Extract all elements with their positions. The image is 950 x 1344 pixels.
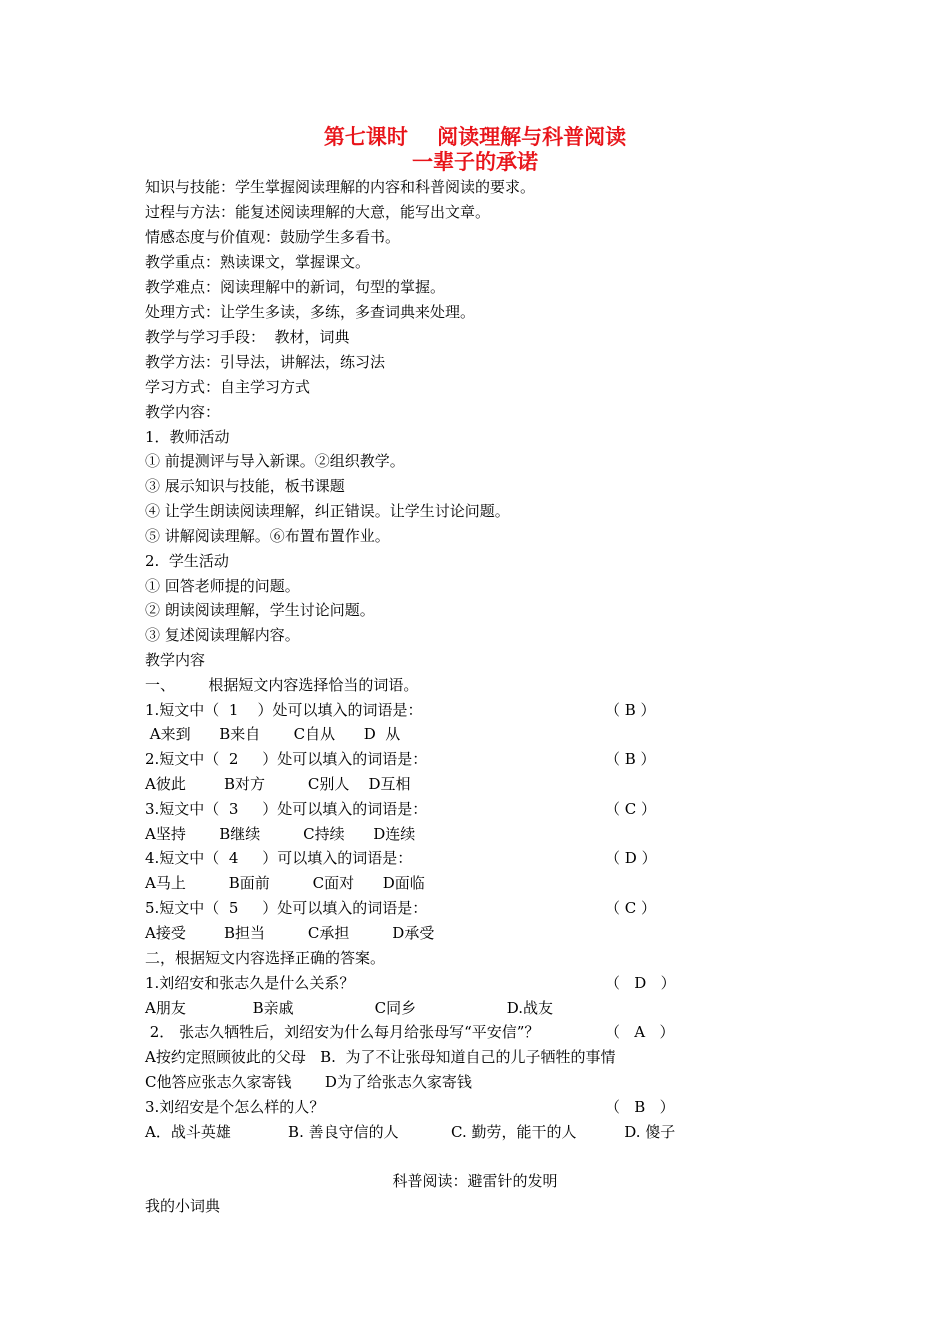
teacher-activity-heading: 1．教师活动 [145,428,230,446]
answer-mark: （ B ） [605,701,656,719]
teaching-methods: 教学方法：引导法，讲解法，练习法 [145,353,386,371]
question-options: A马上 B面前 C面对 D面临 [145,874,425,892]
science-reading-heading: 科普阅读：避雷针的发明 [392,1172,558,1190]
teacher-activity-item: ⑤ 讲解阅读理解。⑥布置布置作业。 [145,527,390,545]
answer-mark: （ D ） [605,849,657,867]
teaching-focus: 教学重点：熟读课文，掌握课文。 [145,253,371,271]
question-options: A朋友 B亲戚 C同乡 D.战友 [145,999,553,1017]
page-title: 第七课时 阅读理解与科普阅读 [323,124,627,149]
question-options: A彼此 B对方 C别人 D互相 [145,775,411,793]
answer-mark: （ D ） [605,974,676,992]
dictionary-heading: 我的小词典 [145,1197,221,1215]
question-text: 4.短文中（ 4 ）可以填入的词语是： [145,849,413,867]
answer-mark: （ A ） [605,1023,675,1041]
question-options: A按约定照顾彼此的父母 B. 为了不让张母知道自己的儿子牺牲的事情 [145,1048,616,1066]
teaching-difficulty: 教学难点：阅读理解中的新词，句型的掌握。 [145,278,446,296]
objective-attitude: 情感态度与价值观：鼓励学生多看书。 [145,228,401,246]
answer-mark: （ B ） [605,750,656,768]
student-activity-heading: 2. 学生活动 [145,552,229,570]
question-text: 1.短文中（ 1 ）处可以填入的词语是： [145,701,423,719]
objective-knowledge: 知识与技能：学生掌握阅读理解的内容和科普阅读的要求。 [145,178,536,196]
teacher-activity-item: ① 前提测评与导入新课。②组织教学。 [145,452,405,470]
objective-process: 过程与方法：能复述阅读理解的大意，能写出文章。 [145,203,491,221]
student-activity-item: ② 朗读阅读理解，学生讨论问题。 [145,601,375,619]
question-options: C他答应张志久家寄钱 D为了给张志久家寄钱 [145,1073,472,1091]
question-text: 2． 张志久牺牲后，刘绍安为什么每月给张母写“平安信”？ [145,1023,540,1041]
question-options: A．战斗英雄 B. 善良守信的人 C. 勤劳，能干的人 D. 傻子 [145,1123,676,1141]
answer-mark: （ C ） [605,800,657,818]
student-activity-item: ① 回答老师提的问题。 [145,577,300,595]
teacher-activity-item: ④ 让学生朗读阅读理解，纠正错误。让学生讨论问题。 [145,502,510,520]
question-options: A来到 B来自 C自从 D 从 [145,725,401,743]
teaching-means: 教学与学习手段： 教材，词典 [145,328,350,346]
question-options: A接受 B担当 C承担 D承受 [145,924,435,942]
question-text: 3.短文中（ 3 ）处可以填入的词语是： [145,800,428,818]
content-heading: 教学内容 [145,651,206,669]
question-text: 3.刘绍安是个怎么样的人？ [145,1098,325,1116]
question-options: A坚持 B继续 C持续 D连续 [145,825,416,843]
answer-mark: （ C ） [605,899,657,917]
teacher-activity-item: ③ 展示知识与技能，板书课题 [145,477,345,495]
learning-style: 学习方式：自主学习方式 [145,378,311,396]
teaching-content-label: 教学内容： [145,403,221,421]
page-subtitle: 一辈子的承诺 [412,149,538,174]
question-text: 1.刘绍安和张志久是什么关系？ [145,974,355,992]
answer-mark: （ B ） [605,1098,675,1116]
question-text: 5.短文中（ 5 ）处可以填入的词语是： [145,899,428,917]
student-activity-item: ③ 复述阅读理解内容。 [145,626,300,644]
handling-method: 处理方式：让学生多读，多练，多查词典来处理。 [145,303,476,321]
part2-heading: 二，根据短文内容选择正确的答案。 [145,949,386,967]
part1-heading: 一、 根据短文内容选择恰当的词语。 [145,676,419,694]
question-text: 2.短文中（ 2 ）处可以填入的词语是： [145,750,428,768]
